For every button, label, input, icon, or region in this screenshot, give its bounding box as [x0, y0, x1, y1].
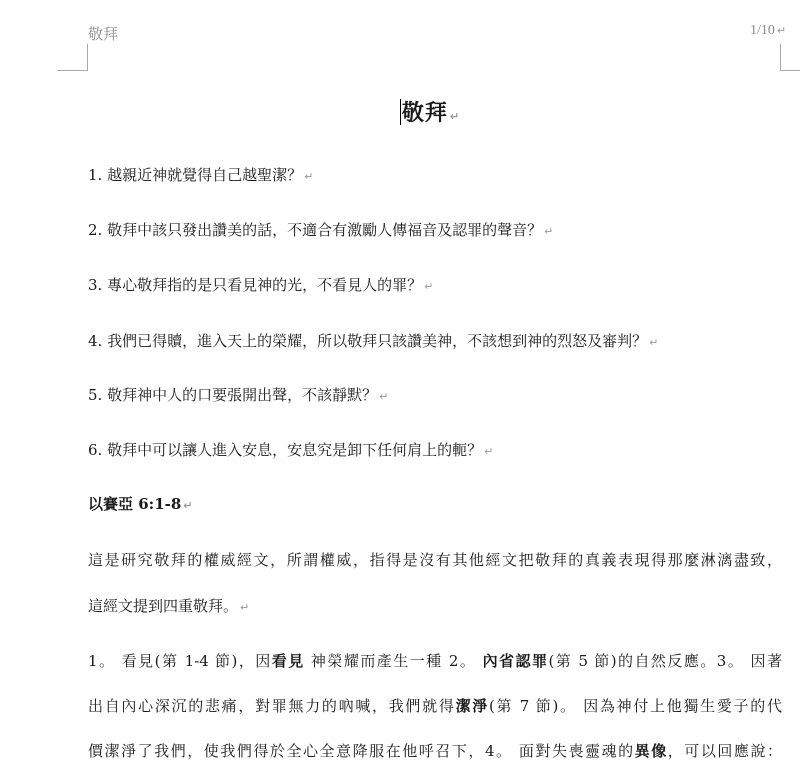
header-page-number: [750, 23, 786, 39]
body-bold-text: 潔淨: [455, 697, 489, 715]
section-heading: [88, 493, 193, 514]
margin-corner-mark-right: [780, 44, 800, 71]
title-text: 敬拜: [401, 100, 448, 126]
question-2: [88, 219, 553, 240]
intro-line-1: 這是研究敬拜的權威經文，所謂權威，指得是沒有其他經文把敬拜的真義表現得那麼淋漓盡致，: [88, 551, 782, 569]
body-text: 出自內心深沉的悲痛，對罪無力的吶喊，我們就得: [88, 697, 456, 715]
body-text: 神榮耀而產生一種 2。: [304, 652, 483, 670]
body-line-3: [88, 740, 782, 761]
body-bold-text: 內省認罪: [482, 652, 549, 670]
paragraph-mark-icon: ↵: [776, 24, 787, 37]
body-text: 價潔淨了我們，使我們得於全心全意降服在他呼召下，4。 面對失喪靈魂的: [88, 742, 635, 760]
paragraph-mark-icon: ↵: [379, 390, 389, 403]
question-text: 6. 敬拜中可以讓人進入安息，安息究是卸下任何肩上的軛？: [88, 441, 483, 459]
question-3: [88, 274, 433, 295]
paragraph-mark-icon: ↵: [649, 336, 659, 349]
intro-line-2: [88, 595, 782, 616]
question-text: 3. 專心敬拜指的是只看見神的光，不看見人的罪？: [88, 276, 423, 294]
question-text: 2. 敬拜中該只發出讚美的話，不適合有激勵人傳福音及認罪的聲音？: [88, 221, 543, 239]
paragraph-mark-icon: ↵: [484, 445, 494, 458]
paragraph-mark-icon: ↵: [544, 225, 554, 238]
body-text: ，可以回應說：: [667, 742, 782, 760]
body-bold-text: 看見: [271, 652, 305, 670]
paragraph-mark-icon: ↵: [424, 280, 434, 293]
paragraph-mark-icon: ↵: [449, 110, 461, 123]
question-5: [88, 384, 388, 405]
question-4: [88, 330, 658, 351]
page-number-text: 1/10: [750, 23, 775, 38]
body-text: (第 7 節)。 因為神付上他獨生愛子的代: [488, 697, 782, 715]
intro-line-2-text: 這經文提到四重敬拜。: [88, 597, 239, 615]
question-6: [88, 439, 493, 460]
paragraph-mark-icon: ↵: [240, 601, 250, 614]
question-text: 4. 我們已得贖，進入天上的榮耀，所以敬拜只該讚美神，不該想到神的烈怒及審判？: [88, 332, 648, 350]
document-title[interactable]: [0, 96, 800, 127]
text-cursor: [400, 99, 401, 125]
margin-corner-mark-left: [57, 44, 88, 71]
question-1: [88, 164, 313, 185]
paragraph-mark-icon: ↵: [183, 499, 193, 512]
body-line-1: [88, 650, 782, 671]
body-bold-text: 異像: [634, 742, 668, 760]
body-line-2: [88, 695, 782, 716]
header-title: 敬拜: [88, 25, 119, 43]
paragraph-mark-icon: ↵: [304, 170, 314, 183]
section-heading-text: 以賽亞 6:1-8: [88, 495, 182, 513]
body-text: (第 5 節)的自然反應。3。 因著: [548, 652, 782, 670]
question-text: 1. 越親近神就覺得自己越聖潔？: [88, 166, 303, 184]
question-text: 5. 敬拜神中人的口要張開出聲，不該靜默？: [88, 386, 378, 404]
body-text: 1。 看見(第 1-4 節)，因: [88, 652, 272, 670]
